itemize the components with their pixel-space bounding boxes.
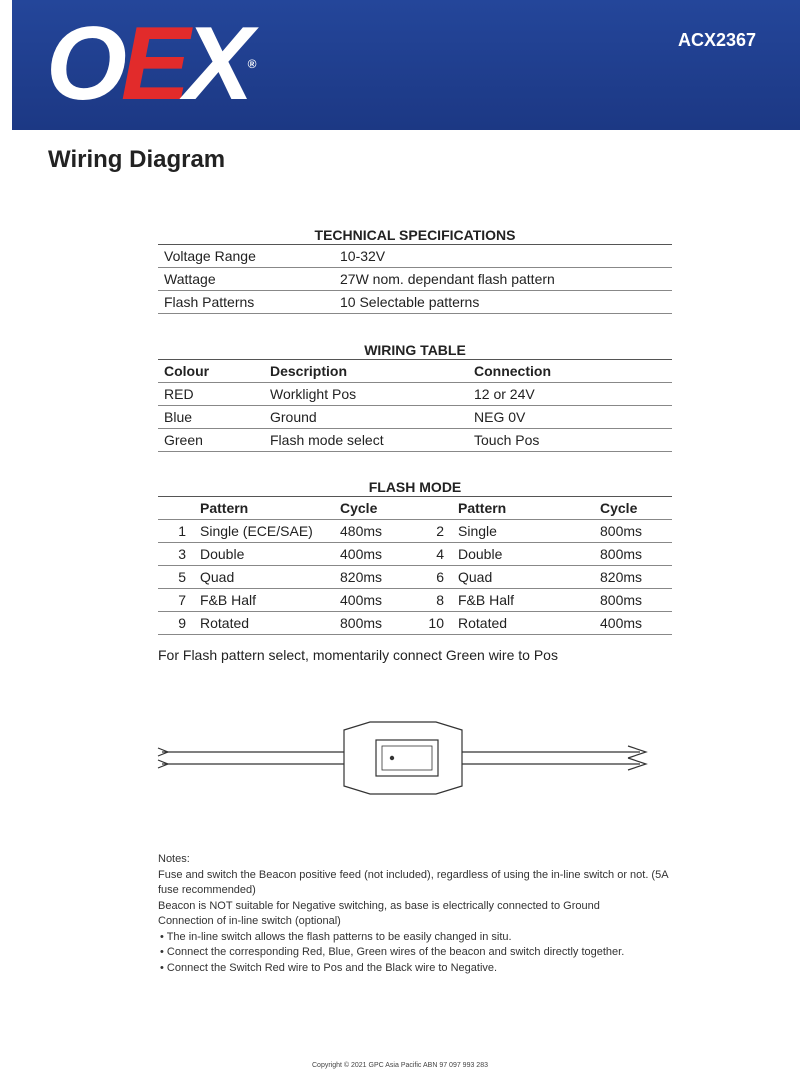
note-bullet: • The in-line switch allows the flash patterns to be easily changed in situ. [160,930,512,943]
flash-cell: 800ms [600,546,643,562]
flash-mode-table [158,496,672,635]
spec-row [158,268,672,291]
notes-section [158,852,678,976]
wiring-header-cell: Connection [474,363,551,379]
page-title: Wiring Diagram [48,146,226,173]
notes-heading: Notes: [158,853,190,865]
flash-cell: 400ms [340,592,383,608]
flash-cell: Single [458,523,497,539]
flash-cell: 4 [436,546,444,562]
flash-cell: 480ms [340,523,383,539]
flash-cell: 2 [436,523,444,539]
wiring-section [158,341,672,452]
flash-header-cell [158,497,194,520]
flash-row [158,520,672,543]
flash-row [158,589,672,612]
flash-header-cell: Cycle [600,500,638,516]
spec-cell: 10 Selectable patterns [340,294,480,310]
flash-cell: F&B Half [200,592,257,608]
wiring-cell: NEG 0V [474,409,526,425]
flash-cell: F&B Half [458,592,515,608]
note-line: Fuse and switch the Beacon positive feed (not included), regardless of using the in-line switch or not. (5A fuse recommended) [158,868,668,896]
flash-cell: 5 [178,569,186,585]
wiring-cell: Blue [164,409,193,425]
flash-cell: Quad [458,569,493,585]
spec-cell: Flash Patterns [164,294,255,310]
flash-header-cell: Pattern [200,500,249,516]
tech-specs-table [158,244,672,314]
note-bullet: • Connect the corresponding Red, Blue, Green wires of the beacon and switch directly together. [160,946,625,958]
tech-specs-title: TECHNICAL SPECIFICATIONS [314,227,516,243]
flash-cell: Quad [200,569,235,585]
flash-cell: Double [200,546,245,562]
note-line: Beacon is NOT suitable for Negative switching, as base is electrically connected to Ground [158,899,600,912]
flash-cell: 800ms [600,592,643,608]
flash-mode-section [158,478,672,635]
flash-cell: 820ms [600,569,643,585]
inline-switch-diagram [150,718,660,798]
flash-select-note: For Flash pattern select, momentarily connect Green wire to Pos [158,647,558,663]
wiring-cell: Green [164,432,203,448]
flash-cell: 800ms [340,615,383,631]
part-number: ACX2367 [677,30,756,50]
wiring-row [158,429,672,452]
wiring-row [158,383,672,406]
header-banner [12,0,800,130]
spec-cell: 10-32V [340,248,386,264]
flash-mode-title: FLASH MODE [368,479,462,495]
flash-cell: 6 [436,569,444,585]
wiring-cell: 12 or 24V [474,386,535,402]
flash-cell: 400ms [600,615,643,631]
spec-cell: Voltage Range [164,248,256,264]
flash-cell: Single (ECE/SAE) [200,523,313,539]
flash-row [158,566,672,589]
flash-header-cell: Pattern [458,500,507,516]
wiring-cell: Worklight Pos [270,386,357,402]
flash-cell: 1 [178,523,186,539]
wiring-cell: RED [164,386,194,402]
wiring-cell: Touch Pos [474,432,540,448]
wiring-header-cell: Description [270,363,348,379]
wiring-cell: Ground [270,409,317,425]
flash-header-cell [416,497,452,520]
flash-cell: 10 [428,615,444,631]
spec-row [158,291,672,314]
flash-cell: 7 [178,592,186,608]
flash-cell: 820ms [340,569,383,585]
flash-row [158,543,672,566]
flash-cell: 400ms [340,546,383,562]
note-bullet: • Connect the Switch Red wire to Pos and the Black wire to Negative. [160,961,498,974]
flash-cell: 800ms [600,523,643,539]
rocker-switch [376,740,438,776]
flash-cell: Double [458,546,503,562]
spec-row [158,245,672,268]
wiring-title: WIRING TABLE [364,342,466,358]
copyright: Copyright © 2021 GPC Asia Pacific ABN 97 097 993 283 [312,1062,488,1069]
tech-specs-section [158,226,672,314]
switch-housing [344,722,462,794]
note-line: Connection of in-line switch (optional) [158,915,341,927]
flash-cell: 3 [178,546,186,562]
flash-cell: 8 [436,592,444,608]
flash-cell: Rotated [458,615,508,631]
oex-logo: OEX® [46,6,257,122]
wiring-row [158,406,672,429]
spec-cell: 27W nom. dependant flash pattern [340,271,555,287]
spec-cell: Wattage [164,271,216,287]
flash-row [158,612,672,635]
flash-header-cell: Cycle [340,500,378,516]
wiring-table [158,359,672,452]
switch-indicator [390,756,394,760]
flash-cell: 9 [178,615,186,631]
wiring-cell: Flash mode select [270,432,384,448]
wiring-header-cell: Colour [164,363,210,379]
flash-cell: Rotated [200,615,250,631]
